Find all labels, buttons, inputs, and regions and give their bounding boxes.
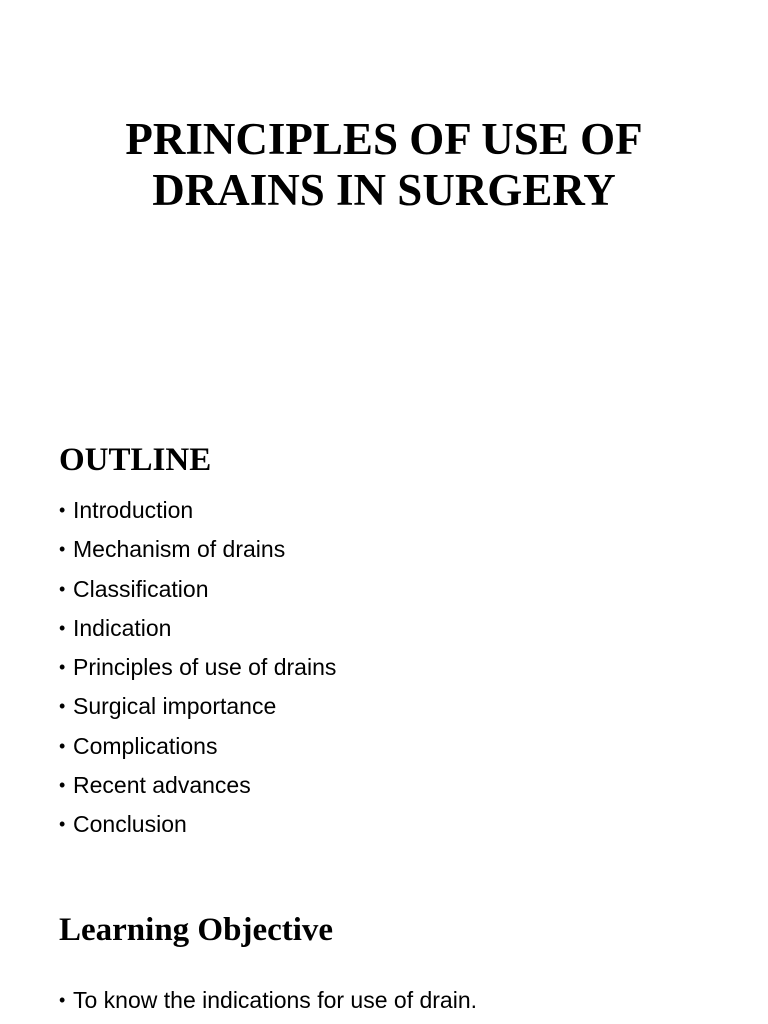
learning-objective-list	[59, 982, 477, 1018]
slide-title-line-1: PRINCIPLES OF USE OF	[125, 114, 643, 164]
outline-item-text: Principles of use of drains	[73, 654, 337, 681]
learning-objective-heading: Learning Objective	[59, 912, 334, 948]
slide-title-line-2: DRAINS IN SURGERY	[152, 165, 616, 215]
outline-list	[59, 492, 336, 846]
outline-item	[59, 571, 336, 610]
bullet-icon: •	[59, 657, 66, 678]
outline-item	[59, 688, 336, 727]
outline-heading: OUTLINE	[59, 442, 212, 478]
outline-item-text: Surgical importance	[73, 693, 277, 720]
slide-title	[0, 114, 768, 216]
bullet-icon: •	[59, 814, 66, 835]
bullet-icon: •	[59, 696, 66, 717]
learning-objective-item-text: To know the indications for use of drain.	[73, 987, 478, 1013]
outline-item	[59, 492, 336, 531]
outline-item-text: Conclusion	[73, 811, 187, 838]
outline-item-text: Introduction	[73, 497, 194, 523]
outline-item	[59, 806, 336, 845]
outline-item-text: Classification	[73, 575, 209, 602]
bullet-icon: •	[59, 617, 66, 638]
outline-item-text: Indication	[73, 614, 172, 641]
outline-item	[59, 728, 336, 767]
bullet-icon: •	[59, 500, 66, 520]
learning-objective-item	[59, 982, 477, 1018]
outline-item	[59, 531, 336, 570]
bullet-icon: •	[59, 539, 66, 560]
outline-item	[59, 767, 336, 806]
outline-item	[59, 649, 336, 688]
bullet-icon: •	[59, 990, 66, 1010]
outline-item	[59, 610, 336, 649]
bullet-icon: •	[59, 578, 66, 599]
outline-item-text: Mechanism of drains	[73, 536, 286, 563]
bullet-icon: •	[59, 735, 66, 756]
bullet-icon: •	[59, 775, 66, 796]
outline-item-text: Recent advances	[73, 772, 251, 799]
outline-item-text: Complications	[73, 732, 218, 759]
